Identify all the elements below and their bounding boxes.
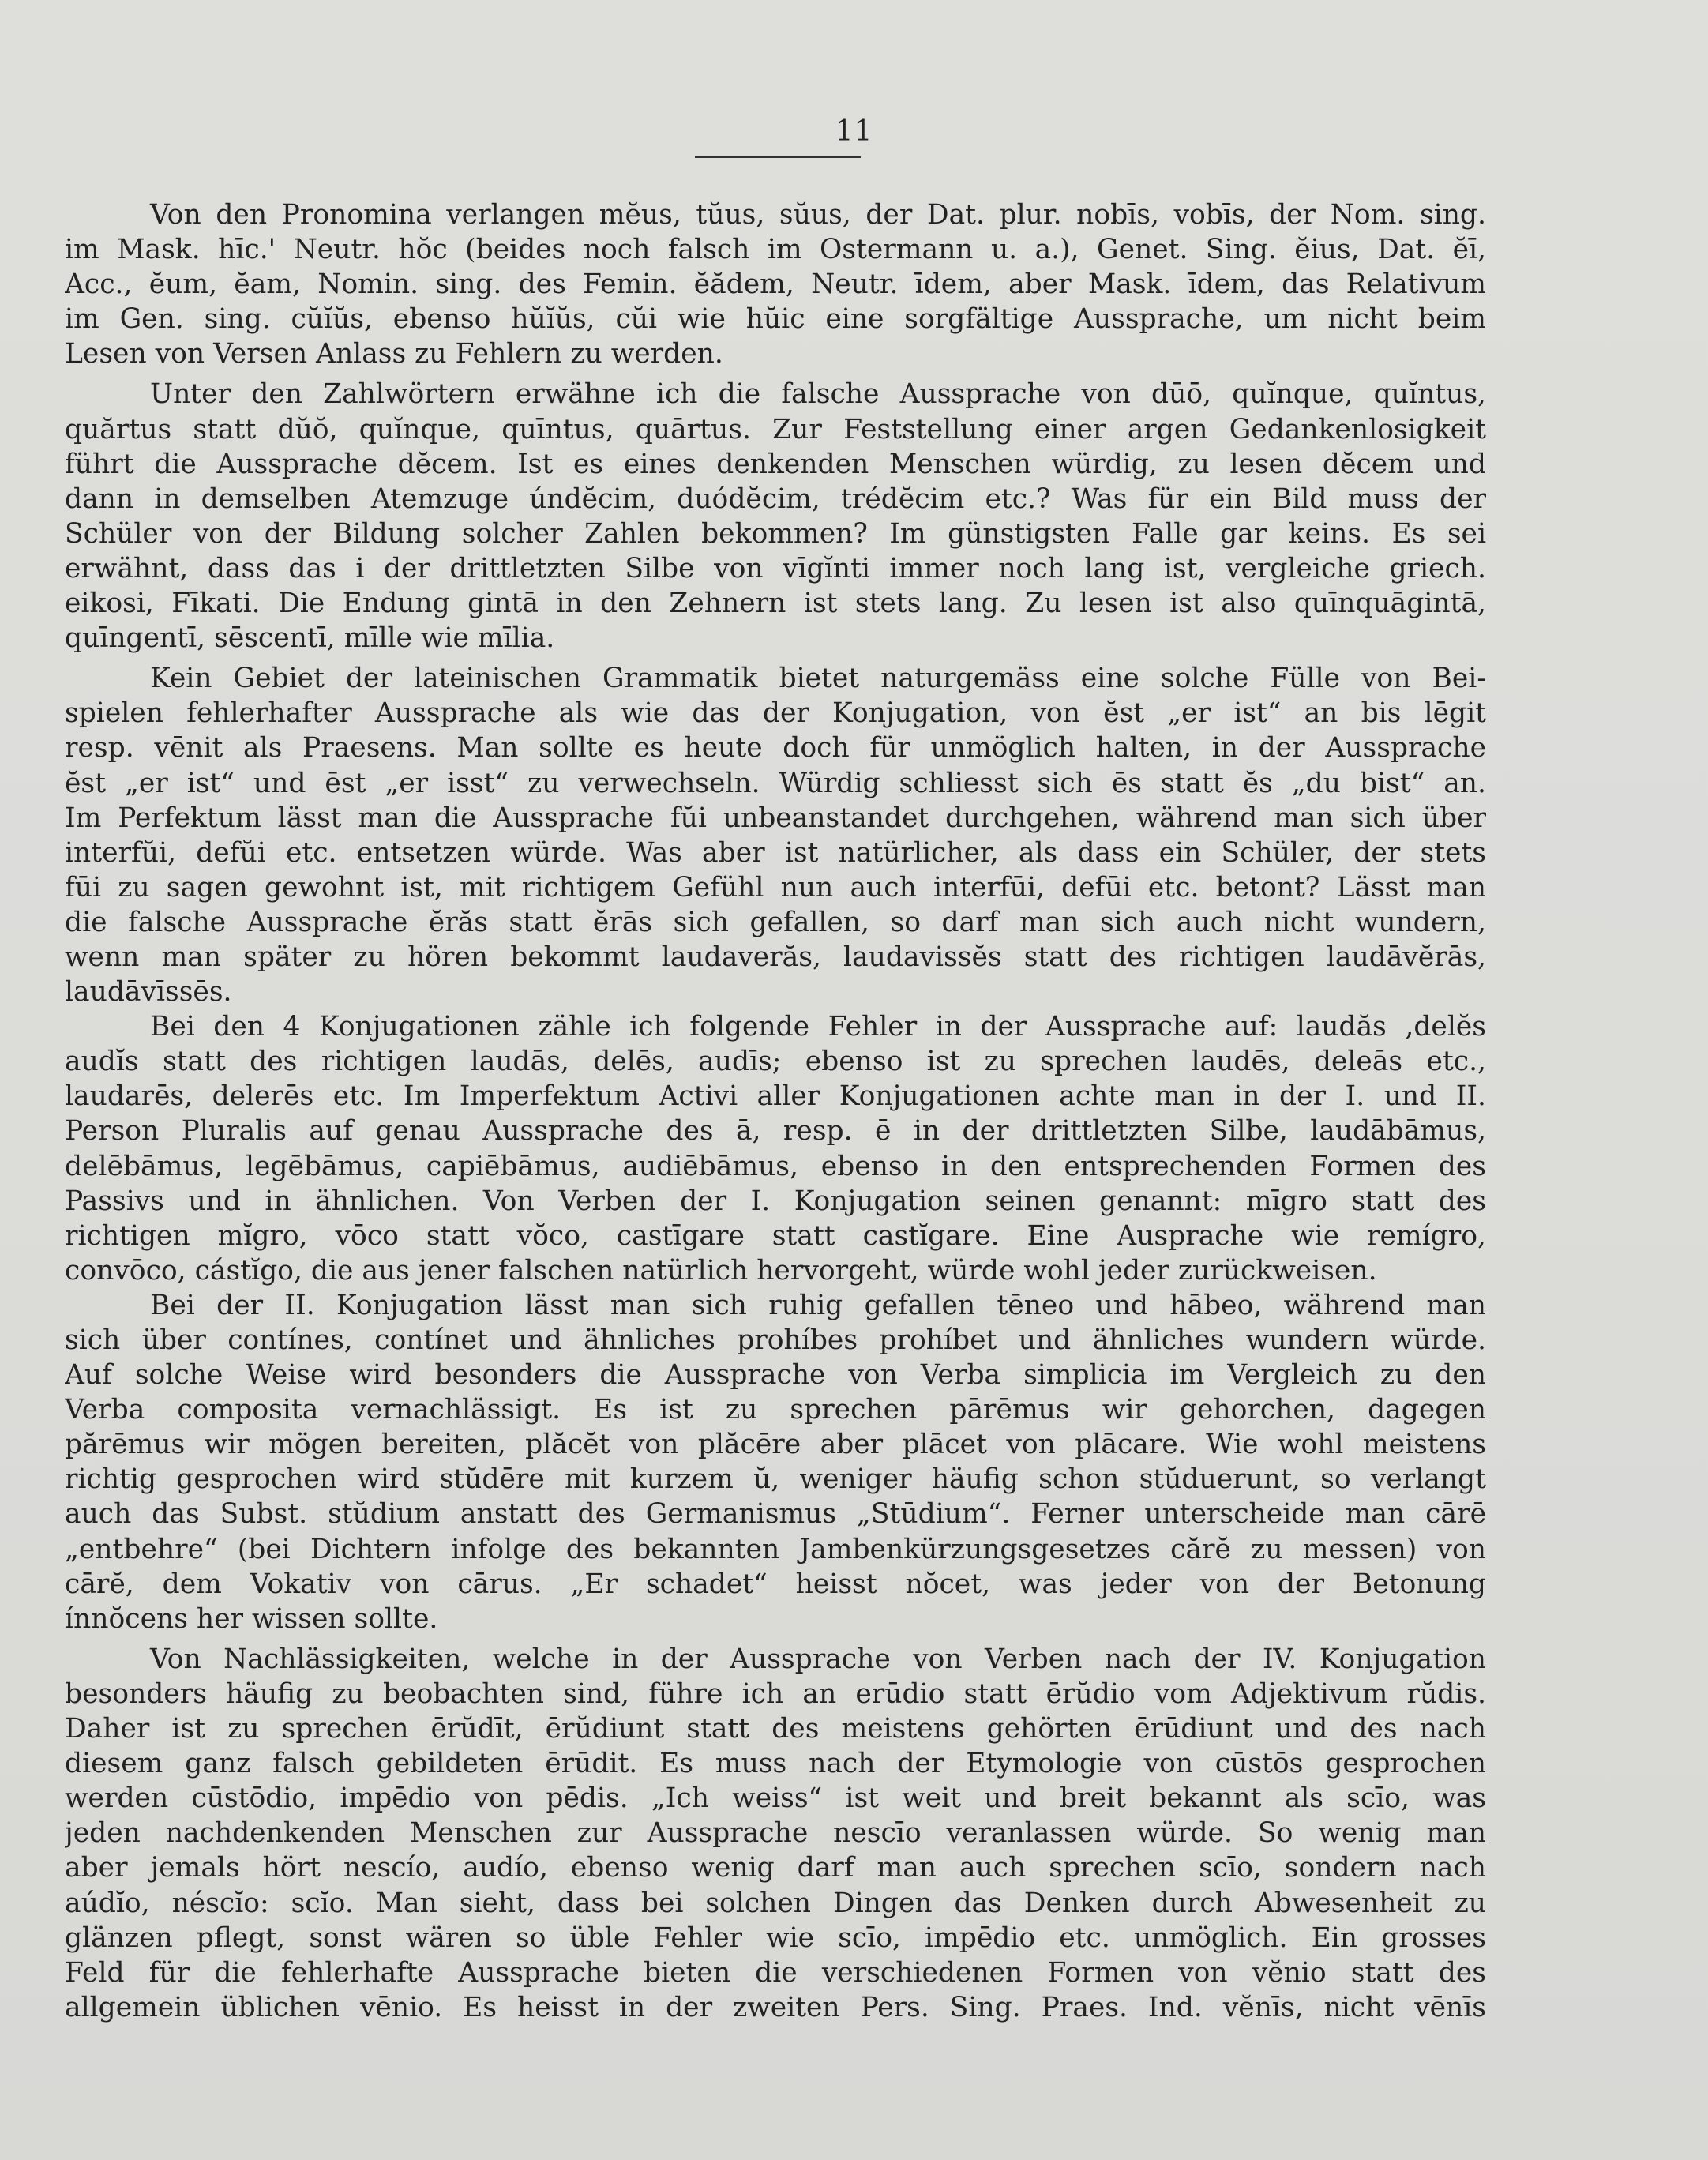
paragraph-fourth-conjugation [65, 1642, 1486, 2025]
text-line: erwähnt, dass das i der drittletzten Silbe von vīgĭnti immer noch lang ist, vergleiche griech. [65, 552, 1486, 584]
text-line: fūi zu sagen gewohnt ist, mit richtigem Gefühl nun auch interfūi, defūi etc. betont? Lässt man [65, 871, 1486, 903]
text-line: ĕst „er ist“ und ēst „er isst“ zu verwechseln. Würdig schliesst sich ēs statt ĕs „du bist“ an. [65, 767, 1486, 799]
text-line: spielen fehlerhafter Aussprache als wie das der Konjugation, von ĕst „er ist“ an bis lēgit [65, 697, 1486, 730]
text-line: dann in demselben Atemzuge úndĕcim, duódĕcim, trédĕcim etc.? Was für ein Bild muss der [65, 483, 1486, 515]
paragraph-conjugation [65, 661, 1486, 1009]
text-line: Passivs und in ähnlichen. Von Verben der I. Konjugation seinen genannt: mīgro statt des [65, 1185, 1486, 1217]
page-number: 11 [835, 115, 873, 148]
text-line: Auf solche Weise wird besonders die Aussprache von Verba simplicia im Vergleich zu den [65, 1359, 1486, 1392]
paragraph-four-conjugations [65, 1009, 1486, 1288]
text-line: richtig gesprochen wird stŭdēre mit kurzem ŭ, weniger häufig schon stŭduerunt, so verlangt [65, 1463, 1486, 1496]
paragraph-gap [65, 371, 1486, 377]
body-text [65, 197, 1486, 2025]
text-line: Lesen von Versen Anlass zu Fehlern zu werden. [65, 338, 723, 370]
text-line: aber jemals hört nescío, audío, ebenso wenig darf man auch sprechen scīo, sondern nach [65, 1852, 1486, 1884]
text-line: Von den Pronomina verlangen mĕus, tŭus, sŭus, der Dat. plur. nobīs, vobīs, der Nom. sing. [150, 199, 1486, 231]
text-line: eikosi, Fīkati. Die Endung gintā in den Zehnern ist stets lang. Zu lesen ist also quīnquāgintā, [65, 588, 1486, 620]
text-line: sich über contínes, contínet und ähnliches prohíbes prohíbet und ähnliches wundern würde. [65, 1324, 1486, 1356]
text-line: im Mask. hīc.' Neutr. hŏc (beides noch falsch im Ostermann u. a.), Genet. Sing. ĕius, Dat. ĕī, [65, 234, 1486, 266]
text-line: wenn man später zu hören bekommt laudaverăs, laudavissĕs statt des richtigen laudāvĕrās, [65, 941, 1486, 973]
text-line: Bei der II. Konjugation lässt man sich ruhig gefallen tēneo und hābeo, während man [150, 1289, 1486, 1321]
text-line: convōco, cástĭgo, die aus jener falschen natürlich hervorgeht, würde wohl jeder zurückweisen. [65, 1254, 1377, 1287]
text-line: Unter den Zahlwörtern erwähne ich die falsche Aussprache von dūō, quĭnque, quĭntus, [150, 378, 1486, 411]
text-line: delēbāmus, legēbāmus, capiēbāmus, audiēbāmus, ebenso in den entsprechenden Formen des [65, 1150, 1486, 1182]
text-line: Acc., ĕum, ĕam, Nomin. sing. des Femin. ĕădem, Neutr. īdem, aber Mask. īdem, das Relativum [65, 269, 1486, 301]
text-line: werden cūstōdio, impēdio von pēdis. „Ich weiss“ ist weit und breit bekannt als scīo, was [65, 1782, 1486, 1815]
text-line: Feld für die fehlerhafte Aussprache bieten die verschiedenen Formen von vĕnio statt des [65, 1956, 1486, 1989]
text-line: Kein Gebiet der lateinischen Grammatik bietet naturgemäss eine solche Fülle von Bei- [150, 663, 1486, 695]
text-line: resp. vēnit als Praesens. Man sollte es heute doch für unmöglich halten, in der Aussprache [65, 732, 1486, 764]
text-line: Schüler von der Bildung solcher Zahlen bekommen? Im günstigsten Falle gar keins. Es sei [65, 517, 1486, 550]
text-line: besonders häufig zu beobachten sind, führe ich an erūdio statt ērŭdio vom Adjektivum rŭdis. [65, 1677, 1486, 1710]
text-line: die falsche Aussprache ĕrăs statt ĕrās sich gefallen, so darf man sich auch nicht wundern, [65, 906, 1486, 938]
text-line: Bei den 4 Konjugationen zähle ich folgende Fehler in der Aussprache auf: laudăs ,delĕs [150, 1011, 1486, 1043]
text-line: laudāvīssēs. [65, 976, 232, 1009]
text-line: ínnŏcens her wissen sollte. [65, 1602, 438, 1635]
text-line: im Gen. sing. cŭĭŭs, ebenso hŭĭŭs, cŭi wie hŭic eine sorgfältige Aussprache, um nicht beim [65, 303, 1486, 336]
text-line: aúdĭo, néscĭo: scĭo. Man sieht, dass bei solchen Dingen das Denken durch Abwesenheit zu [65, 1887, 1486, 1919]
text-line: richtigen mĭgro, vōco statt vŏco, castīgare statt castĭgare. Eine Ausprache wie remígro, [65, 1219, 1486, 1252]
paragraph-gap [65, 656, 1486, 661]
text-line: Daher ist zu sprechen ērŭdīt, ērŭdiunt statt des meistens gehörten ērūdiunt und des nach [65, 1713, 1486, 1745]
paragraph-pronouns [65, 197, 1486, 371]
text-line: Im Perfektum lässt man die Aussprache fŭi unbeanstandet durchgehen, während man sich über [65, 802, 1486, 834]
text-line: jeden nachdenkenden Menschen zur Aussprache nescīo veranlassen würde. So wenig man [65, 1817, 1486, 1850]
paragraph-gap [65, 1636, 1486, 1642]
text-line: laudarēs, delerēs etc. Im Imperfektum Activi aller Konjugationen achte man in der I. und II. [65, 1080, 1486, 1113]
text-line: Person Pluralis auf genau Aussprache des ā, resp. ē in der drittletzten Silbe, laudābāmus, [65, 1115, 1486, 1148]
text-line: führt die Aussprache dĕcem. Ist es eines denkenden Menschen würdig, zu lesen dĕcem und [65, 448, 1486, 480]
text-line: audĭs statt des richtigen laudās, delēs, audīs; ebenso ist zu sprechen laudēs, deleās etc., [65, 1046, 1486, 1078]
text-line: „entbehre“ (bei Dichtern infolge des bekannten Jambenkürzungsgesetzes cărĕ zu messen) von [65, 1533, 1486, 1565]
text-line: cārĕ, dem Vokativ von cārus. „Er schadet“ heisst nŏcet, was jeder von der Betonung [65, 1568, 1486, 1600]
text-line: Von Nachlässigkeiten, welche in der Aussprache von Verben nach der IV. Konjugation [150, 1643, 1486, 1675]
text-line: allgemein üblichen vēnio. Es heisst in der zweiten Pers. Sing. Praes. Ind. vĕnīs, nicht vēnīs [65, 1991, 1486, 2023]
text-line: Verba composita vernachlässigt. Es ist zu sprechen pārēmus wir gehorchen, dagegen [65, 1394, 1486, 1426]
text-line: quīngentī, sēscentī, mīlle wie mīlia. [65, 622, 555, 655]
text-line: interfŭi, defŭi etc. entsetzen würde. Was aber ist natürlicher, als dass ein Schüler, der stets [65, 836, 1486, 869]
text-line: părēmus wir mögen bereiten, plăcĕt von plăcēre aber plācet von plācare. Wie wohl meistens [65, 1429, 1486, 1461]
text-line: diesem ganz falsch gebildeten ērūdit. Es muss nach der Etymologie von cūstōs gesprochen [65, 1748, 1486, 1780]
paragraph-numerals [65, 377, 1486, 656]
text-line: glänzen pflegt, sonst wären so üble Fehler wie scīo, impēdio etc. unmöglich. Ein grosses [65, 1921, 1486, 1954]
text-line: quărtus statt dŭŏ, quĭnque, quīntus, quārtus. Zur Feststellung einer argen Gedankenlosigkeit [65, 413, 1486, 445]
paragraph-second-conjugation [65, 1288, 1486, 1636]
page-number-rule [695, 156, 861, 158]
text-line: auch das Subst. stŭdium anstatt des Germanismus „Stūdium“. Ferner unterscheide man cārē [65, 1498, 1486, 1531]
